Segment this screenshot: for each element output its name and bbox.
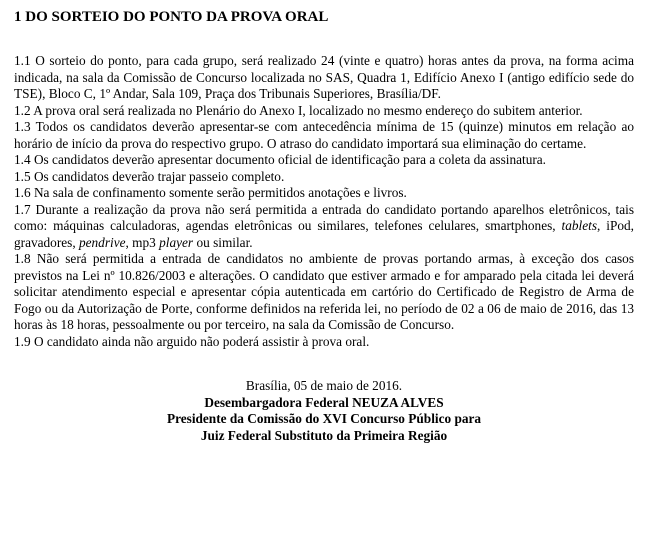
item-text: , mp3	[125, 234, 160, 250]
item-paragraph	[14, 251, 634, 334]
item-paragraph	[14, 202, 634, 252]
italic-term: tablets	[561, 218, 598, 233]
item-text: 1.6 Na sala de confinamento somente serão permitidos anotações e livros.	[14, 185, 407, 200]
item-paragraph	[14, 152, 634, 169]
italic-term: pendrive	[78, 234, 126, 250]
signature-block	[14, 378, 634, 444]
item-paragraph	[14, 119, 634, 152]
item-text: 1.8 Não será permitida a entrada de candidatos no ambiente de provas portando armas, à exceção dos casos previstos na Lei nº 10.826/2003 e alterações. O candidato que estiver armado e for amparado pela citada lei deverá solicitar atendimento especial e apresentar cópia autenticada em cartório do Certificado de Registro de Arma de Fogo ou da Autorização de Porte, conforme definidos na referida lei, no período de 02 a 06 de maio de 2016, das 13 horas às 18 horas, pessoalmente ou por terceiro, na sala da Comissão de Concurso.	[14, 251, 634, 332]
item-text: 1.5 Os candidatos deverão trajar passeio completo.	[14, 168, 285, 184]
place-date: Brasília, 05 de maio de 2016.	[245, 378, 403, 393]
italic-term: player	[159, 234, 194, 250]
item-paragraph	[14, 53, 634, 103]
item-paragraph	[14, 185, 634, 202]
item-text: 1.2 A prova oral será realizada no Plenário do Anexo I, localizado no mesmo endereço do subitem anterior.	[14, 102, 583, 118]
item-text: 1.1 O sorteio do ponto, para cada grupo, será realizado 24 (vinte e quatro) horas antes da prova, na forma acima indicada, na sala da Comissão de Concurso localizada no SAS, Quadra 1, Edifício Anexo I (antigo edifício sede do TSE), Bloco C, 1º Andar, Sala 109, Praça dos Tribunais Superiores, Brasília/DF.	[14, 53, 634, 101]
document-page	[14, 6, 634, 444]
signatory-role-line-2: Juiz Federal Substituto da Primeira Região	[200, 427, 448, 443]
item-paragraph	[14, 169, 634, 186]
item-paragraph	[14, 103, 634, 120]
items-list	[14, 53, 634, 350]
item-text: ou similar.	[193, 234, 253, 250]
section-heading: 1 DO SORTEIO DO PONTO DA PROVA ORAL	[14, 9, 329, 25]
item-text: , iPod, gravadores,	[14, 218, 634, 250]
item-text: 1.4 Os candidatos deverão apresentar documento oficial de identificação para a coleta da assinatura.	[14, 152, 547, 167]
item-text: 1.3 Todos os candidatos deverão apresentar-se com antecedência mínima de 15 (quinze) minutos em relação ao horário de início da prova do respectivo grupo. O atraso do candidato importará sua eliminação do certame.	[14, 119, 634, 151]
item-text: 1.9 O candidato ainda não arguido não poderá assistir à prova oral.	[14, 333, 370, 349]
item-paragraph	[14, 334, 634, 351]
signatory-role-line-1: Presidente da Comissão do XVI Concurso Público para	[166, 411, 482, 426]
signatory-name: Desembargadora Federal NEUZA ALVES	[204, 394, 444, 410]
item-text: 1.7 Durante a realização da prova não será permitida a entrada do candidato portando aparelhos eletrônicos, tais como: máquinas calculadoras, agendas eletrônicas ou similares, telefones celulares, smartphones,	[14, 201, 634, 233]
